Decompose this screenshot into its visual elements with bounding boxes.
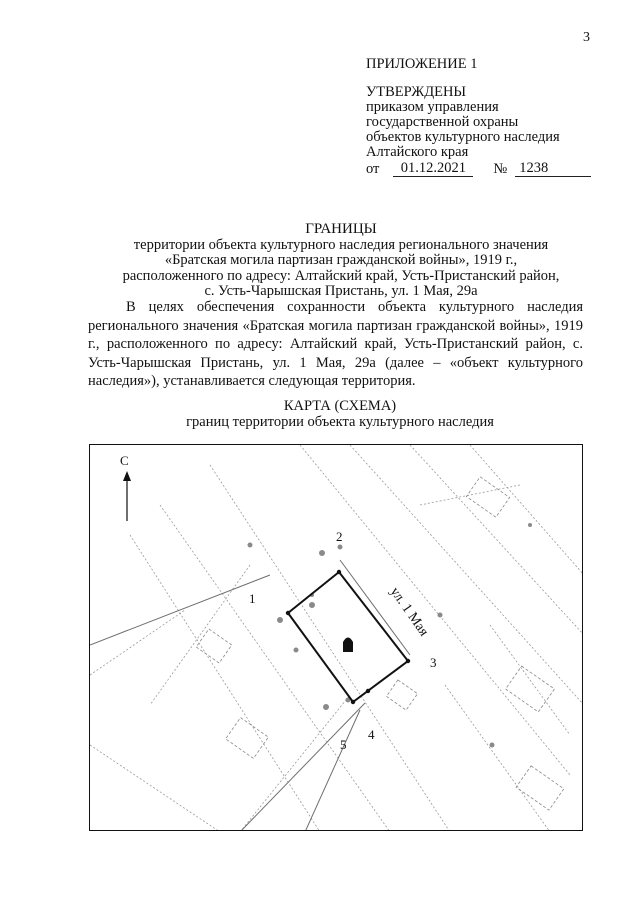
appendix-label: ПРИЛОЖЕНИЕ 1 <box>366 56 478 72</box>
map-scheme <box>89 444 583 831</box>
base-map-building-outlines <box>196 477 564 810</box>
north-label: С <box>120 453 129 468</box>
document-title <box>100 222 582 300</box>
approved-label: УТВЕРЖДЕНЫ <box>366 84 467 100</box>
page-number: 3 <box>583 30 590 45</box>
title-main: ГРАНИЦЫ <box>305 221 377 237</box>
point-label-3: 3 <box>430 655 437 670</box>
title-line: территории объекта культурного наследия регионального значения <box>133 236 549 253</box>
title-line: с. Усть-Чарышская Пристань, ул. 1 Мая, 29а <box>204 283 478 299</box>
street-label: ул. 1 Мая <box>386 584 432 640</box>
approval-line: Алтайского края <box>366 144 469 160</box>
map-drawing <box>90 445 583 831</box>
body-paragraph: В целях обеспечения сохранности объекта культурного наследия регионального значения «Братская могила партизан гражданской войны», 1919 г., расположенного по адресу: Алтайский край, Усть-Пристанский район, с. Усть-Чарышская Пристань, ул. 1 Мая, 29а (далее – «объект культурного наследия»), устанавливается следующая территория. <box>88 299 583 389</box>
approval-line: государственной охраны <box>366 114 519 130</box>
north-arrow <box>120 453 131 521</box>
date-prefix: от <box>366 161 380 177</box>
point-label-2: 2 <box>336 529 343 544</box>
approval-block <box>366 57 626 177</box>
order-number: 1238 <box>515 161 591 177</box>
monument-icon <box>343 638 353 653</box>
point-label-4: 4 <box>368 727 375 742</box>
point-label-1: 1 <box>249 591 256 606</box>
base-map-lines <box>90 445 583 831</box>
approval-line: приказом управления <box>366 99 499 115</box>
title-line: расположенного по адресу: Алтайский край, Усть-Пристанский район, <box>122 267 560 284</box>
point-label-5: 5 <box>340 737 347 752</box>
title-line: «Братская могила партизан гражданской войны», 1919 г., <box>164 252 518 268</box>
map-heading <box>90 399 590 430</box>
order-date: 01.12.2021 <box>393 161 473 177</box>
number-sign: № <box>493 161 508 177</box>
order-date-number <box>366 161 626 177</box>
approval-line: объектов культурного наследия <box>366 129 560 145</box>
base-map-vegetation-marks <box>248 523 533 748</box>
map-subtitle: границ территории объекта культурного наследия <box>186 413 494 430</box>
map-title: КАРТА (СХЕМА) <box>283 398 397 414</box>
